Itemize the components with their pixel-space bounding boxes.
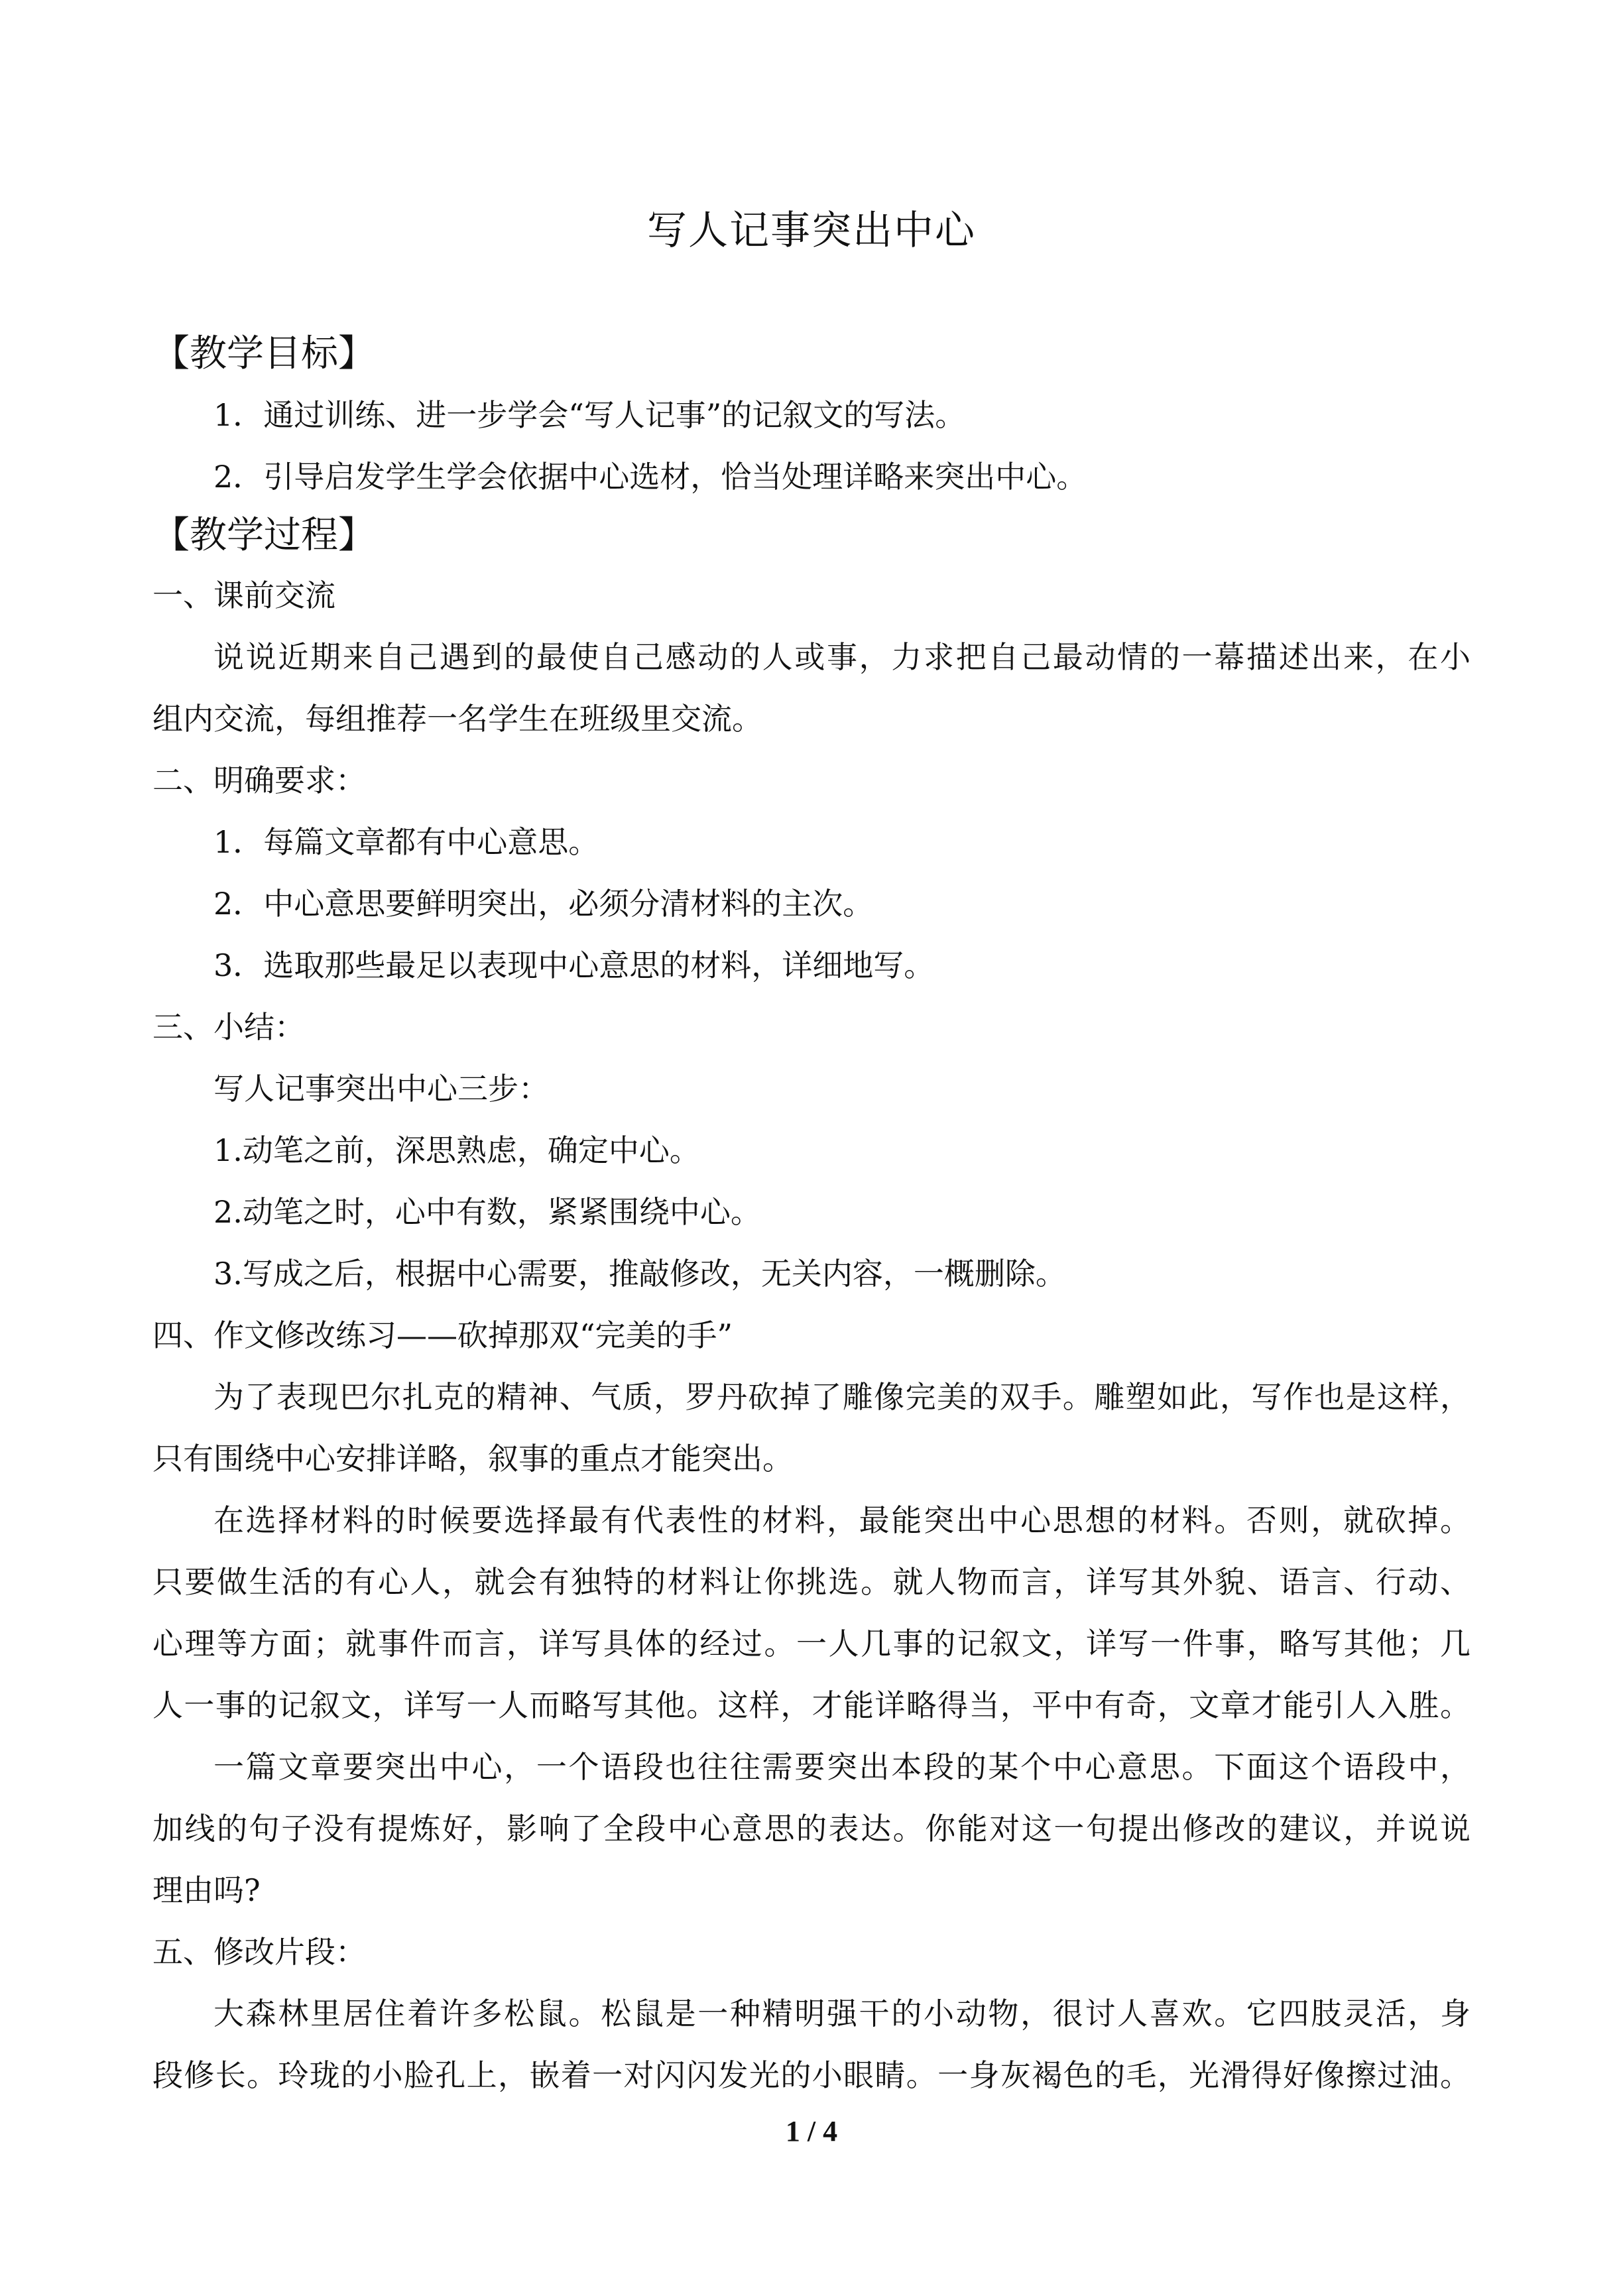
part5-paragraph-line: 大森林里居住着许多松鼠。松鼠是一种精明强干的小动物，很讨人喜欢。它四肢灵活，身 — [213, 1996, 1471, 2031]
part5-paragraph-line: 段修长。玲珑的小脸孔上，嵌着一对闪闪发光的小眼睛。一身灰褐色的毛，光滑得好像擦过油。 — [152, 2057, 1471, 2093]
part2-item: 3．选取那些最足以表现中心意思的材料，详细地写。 — [213, 947, 935, 983]
part3-item: 1.动笔之前，深思熟虑，确定中心。 — [213, 1132, 700, 1168]
goal-item: 1．通过训练、进一步学会“写人记事”的记叙文的写法。 — [213, 397, 966, 433]
part3-item: 3.写成之后，根据中心需要，推敲修改，无关内容，一概删除。 — [213, 1256, 1066, 1292]
part4-paragraph-line: 人一事的记叙文，详写一人而略写其他。这样，才能详略得当，平中有奇，文章才能引人入胜。 — [152, 1687, 1471, 1723]
part4-heading: 四、作文修改练习——砍掉那双“完美的手” — [152, 1317, 733, 1353]
goal-item: 2．引导启发学生学会依据中心选材，恰当处理详略来突出中心。 — [213, 459, 1087, 495]
part2-item: 1．每篇文章都有中心意思。 — [213, 824, 599, 860]
part4-paragraph-line: 加线的句子没有提炼好，影响了全段中心意思的表达。你能对这一句提出修改的建议，并说说 — [152, 1811, 1471, 1846]
part3-heading: 三、小结： — [152, 1009, 305, 1045]
part4-paragraph-line: 在选择材料的时候要选择最有代表性的材料，最能突出中心思想的材料。否则，就砍掉。 — [213, 1502, 1471, 1538]
part4-paragraph-line: 一篇文章要突出中心，一个语段也往往需要突出本段的某个中心意思。下面这个语段中， — [213, 1749, 1471, 1785]
part1-heading: 一、课前交流 — [152, 577, 335, 613]
section-heading-goals: 【教学目标】 — [152, 332, 375, 375]
part2-item: 2．中心意思要鲜明突出，必须分清材料的主次。 — [213, 886, 874, 922]
part4-paragraph-line: 心理等方面；就事件而言，详写具体的经过。一人几事的记叙文，详写一件事，略写其他；几 — [152, 1626, 1471, 1662]
part1-paragraph-line: 说说近期来自己遇到的最使自己感动的人或事，力求把自己最动情的一幕描述出来，在小 — [213, 639, 1471, 675]
part5-heading: 五、修改片段： — [152, 1934, 366, 1970]
page-title: 写人记事突出中心 — [647, 208, 976, 254]
part4-paragraph-line: 理由吗? — [152, 1872, 261, 1908]
part4-paragraph-line: 只有围绕中心安排详略，叙事的重点才能突出。 — [152, 1441, 793, 1477]
page-indicator: 1 / 4 — [785, 2115, 838, 2147]
section-heading-process: 【教学过程】 — [152, 514, 375, 557]
part3-intro: 写人记事突出中心三步： — [213, 1071, 549, 1107]
part2-heading: 二、明确要求： — [152, 762, 366, 798]
part4-paragraph-line: 只要做生活的有心人，就会有独特的材料让你挑选。就人物而言，详写其外貌、语言、行动、 — [152, 1564, 1471, 1600]
part3-item: 2.动笔之时，心中有数，紧紧围绕中心。 — [213, 1194, 761, 1230]
part1-paragraph-line: 组内交流，每组推荐一名学生在班级里交流。 — [152, 701, 762, 737]
part4-paragraph-line: 为了表现巴尔扎克的精神、气质，罗丹砍掉了雕像完美的双手。雕塑如此，写作也是这样， — [213, 1379, 1471, 1415]
